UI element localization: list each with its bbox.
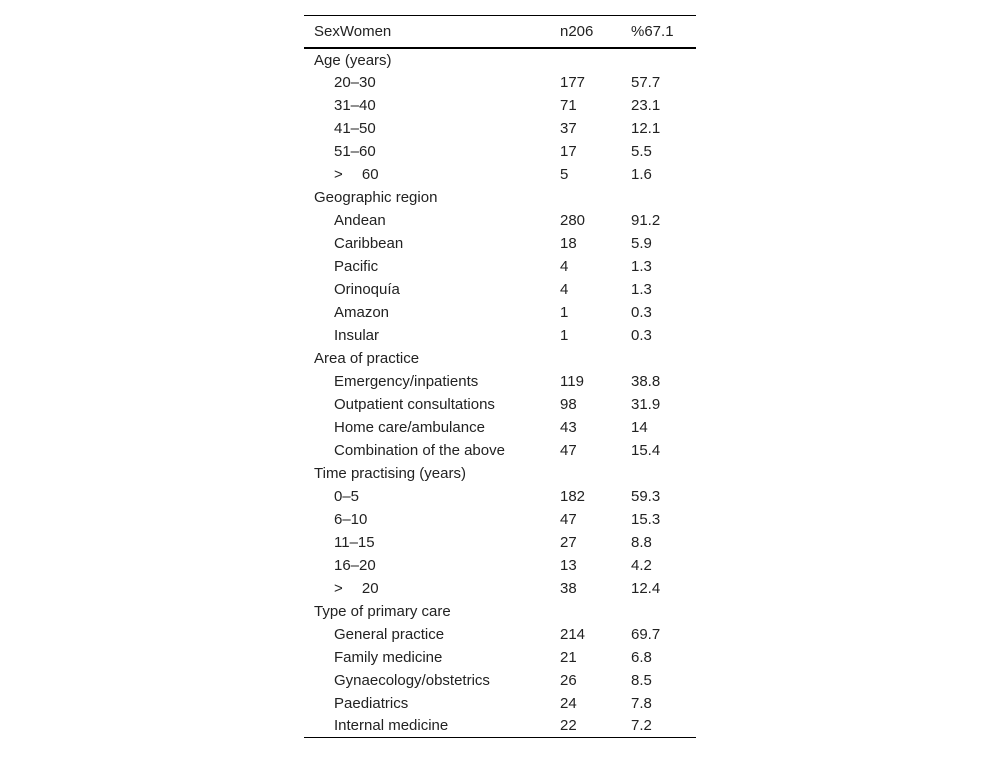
cell-percent: 4.2 [631,556,652,574]
table-row [304,232,696,255]
group-row [304,48,696,71]
cell-n: 24 [560,694,577,712]
cell-n: 38 [560,579,577,597]
cell-percent: 5.9 [631,234,652,252]
cell-n: 22 [560,717,577,735]
row-label: Orinoquía [334,280,400,298]
group-row [304,600,696,623]
cell-n: 4 [560,280,569,298]
cell-percent [621,462,696,485]
group-row [304,462,696,485]
table-row [304,669,696,692]
cell-n: 280 [560,211,586,229]
row-label: Andean [334,211,386,229]
cell-n: 47 [560,510,577,528]
cell-percent: 12.1 [631,119,661,137]
group-label: Area of practice [314,349,420,367]
cell-n: 43 [560,418,577,436]
table-row [304,692,696,715]
row-label: 41–50 [334,119,376,137]
cell-percent: 7.2 [631,717,652,735]
demographics-table [304,15,696,738]
row-label: Combination of the above [334,441,505,459]
group-label: Age (years) [314,52,392,69]
cell-n: 47 [560,441,577,459]
cell-percent: 5.5 [631,142,652,160]
table-row [304,416,696,439]
cell-percent: 8.8 [631,533,652,551]
table-row [304,209,696,232]
cell-percent [621,347,696,370]
group-row [304,186,696,209]
row-label: 16–20 [334,556,376,574]
table-header [304,16,696,48]
cell-percent: 7.8 [631,694,652,712]
cell-n [550,462,621,485]
row-label: 20–30 [334,73,376,91]
cell-n: 98 [560,395,577,413]
row-label: Home care/ambulance [334,418,485,436]
cell-n: 13 [560,556,577,574]
row-label: > 60 [334,165,379,183]
row-label: 31–40 [334,96,376,114]
cell-percent: 12.4 [631,579,661,597]
cell-percent: 8.5 [631,671,652,689]
row-label: 6–10 [334,510,368,528]
group-label: Time practising (years) [314,464,466,482]
table-row [304,324,696,347]
cell-percent: 14 [631,418,648,436]
table-row [304,623,696,646]
cell-n: 26 [560,671,577,689]
table-row [304,715,696,738]
row-label: Amazon [334,303,390,321]
row-label: Paediatrics [334,694,409,712]
cell-percent: 31.9 [631,395,661,413]
table-row [304,163,696,186]
row-label: Gynaecology/obstetrics [334,671,490,689]
cell-percent: 38.8 [631,372,661,390]
cell-percent: 23.1 [631,96,661,114]
table-row [304,94,696,117]
cell-percent: 1.3 [631,280,652,298]
data-table-container [304,15,696,738]
table-row [304,301,696,324]
header-percent: %67.1 [631,22,674,40]
cell-percent: 1.6 [631,165,652,183]
cell-n: 18 [560,234,577,252]
cell-n: 27 [560,533,577,551]
cell-percent [621,186,696,209]
cell-percent: 15.4 [631,441,661,459]
cell-n [550,600,621,623]
table-row [304,508,696,531]
table-row [304,71,696,94]
cell-percent: 57.7 [631,73,661,91]
group-label: Type of primary care [314,602,451,620]
cell-n: 214 [560,625,586,643]
row-label: Insular [334,326,380,344]
header-row [304,16,696,48]
cell-percent: 0.3 [631,303,652,321]
table-row [304,393,696,416]
row-label: 11–15 [334,533,375,551]
table-row [304,117,696,140]
cell-n: 177 [560,73,586,91]
cell-n: 21 [560,648,577,666]
group-label: Geographic region [314,188,438,206]
row-label: Family medicine [334,648,443,666]
header-sex-women: SexWomen [314,22,392,40]
table-row [304,554,696,577]
table-row [304,140,696,163]
cell-n: 1 [560,303,569,321]
cell-percent: 15.3 [631,510,661,528]
cell-percent: 91.2 [631,211,661,229]
header-n: n206 [560,22,594,40]
cell-percent: 6.8 [631,648,652,666]
table-row [304,278,696,301]
cell-percent [621,48,696,71]
group-row [304,347,696,370]
cell-n: 1 [560,326,569,344]
row-label: General practice [334,625,445,643]
cell-percent: 69.7 [631,625,661,643]
row-label: 51–60 [334,142,376,160]
cell-n: 17 [560,142,577,160]
cell-n: 37 [560,119,577,137]
cell-percent: 1.3 [631,257,652,275]
cell-n [550,347,621,370]
row-label: 0–5 [334,487,360,505]
table-row [304,577,696,600]
cell-n: 182 [560,487,586,505]
row-label: > 20 [334,579,379,597]
row-label: Pacific [334,257,379,275]
table-row [304,531,696,554]
cell-percent: 59.3 [631,487,661,505]
row-label: Outpatient consultations [334,395,495,413]
cell-n: 4 [560,257,569,275]
cell-n: 119 [560,372,584,390]
cell-n: 71 [560,96,577,114]
row-label: Internal medicine [334,717,449,735]
cell-n: 5 [560,165,569,183]
table-row [304,370,696,393]
cell-percent: 0.3 [631,326,652,344]
cell-percent [621,600,696,623]
cell-n [550,48,621,71]
table-row [304,646,696,669]
table-row [304,485,696,508]
row-label: Caribbean [334,234,404,252]
row-label: Emergency/inpatients [334,372,479,390]
cell-n [550,186,621,209]
table-body [304,48,696,738]
table-row [304,255,696,278]
table-row [304,439,696,462]
